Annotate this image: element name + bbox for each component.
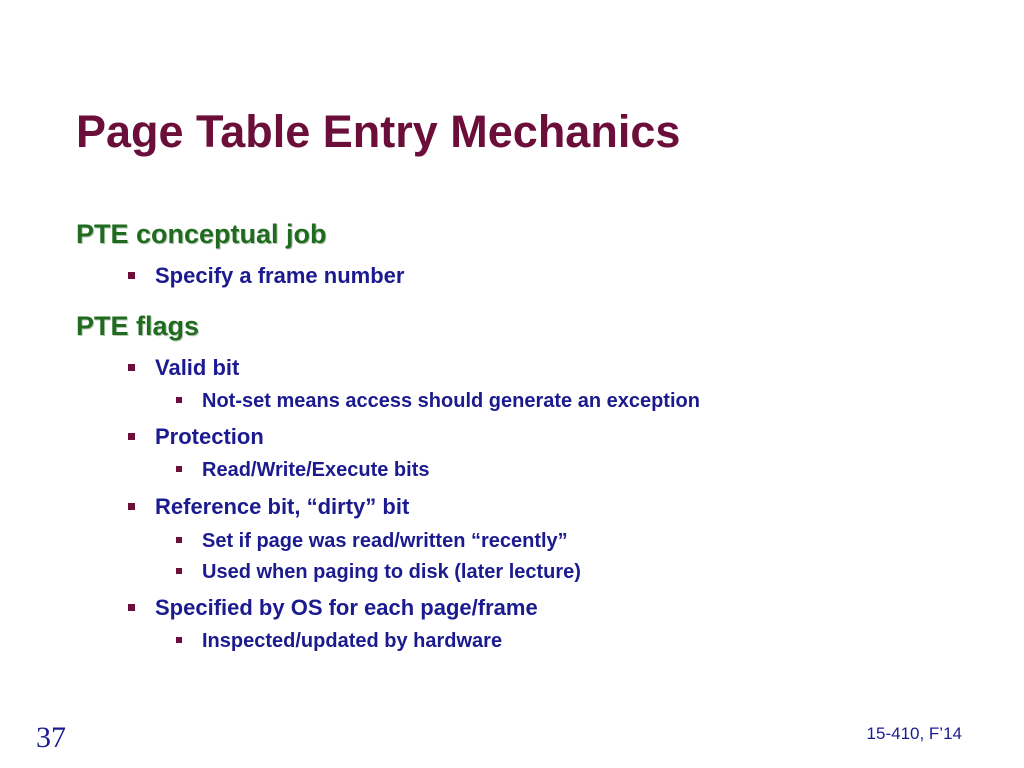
slide-title: Page Table Entry Mechanics: [76, 106, 681, 157]
sub-bullet-item: [176, 528, 568, 554]
bullet-text: Reference bit, “dirty” bit: [155, 494, 410, 519]
section-heading-pte-conceptual-job: PTE conceptual job: [76, 219, 327, 249]
square-bullet-icon: [128, 364, 135, 371]
sub-bullet-text: Inspected/updated by hardware: [202, 630, 503, 652]
bullet-item: [128, 423, 264, 451]
sub-bullet-text: Not-set means access should generate an exception: [202, 390, 700, 412]
square-bullet-icon: [176, 397, 182, 403]
sub-bullet-text: Used when paging to disk (later lecture): [202, 561, 581, 583]
bullet-text: Specified by OS for each page/frame: [155, 595, 538, 620]
bullet-text: Protection: [155, 424, 264, 449]
sub-bullet-text: Set if page was read/written “recently”: [202, 530, 568, 552]
bullet-item: [128, 493, 409, 521]
square-bullet-icon: [176, 537, 182, 543]
bullet-text: Specify a frame number: [155, 263, 405, 288]
square-bullet-icon: [176, 637, 182, 643]
square-bullet-icon: [128, 272, 135, 279]
section-heading-pte-flags: PTE flags: [76, 311, 200, 341]
bullet-item: [128, 262, 404, 290]
bullet-item: [128, 354, 239, 382]
bullet-item: [128, 594, 538, 622]
sub-bullet-item: [176, 559, 581, 585]
sub-bullet-item: [176, 628, 502, 654]
sub-bullet-item: [176, 457, 429, 483]
sub-bullet-text: Read/Write/Execute bits: [202, 459, 430, 481]
square-bullet-icon: [128, 433, 135, 440]
square-bullet-icon: [128, 503, 135, 510]
square-bullet-icon: [128, 604, 135, 611]
bullet-text: Valid bit: [155, 355, 240, 380]
square-bullet-icon: [176, 466, 182, 472]
sub-bullet-item: [176, 388, 700, 414]
slide-number: 37: [36, 721, 66, 754]
footer-course-label: 15-410, F’14: [866, 724, 962, 743]
square-bullet-icon: [176, 568, 182, 574]
